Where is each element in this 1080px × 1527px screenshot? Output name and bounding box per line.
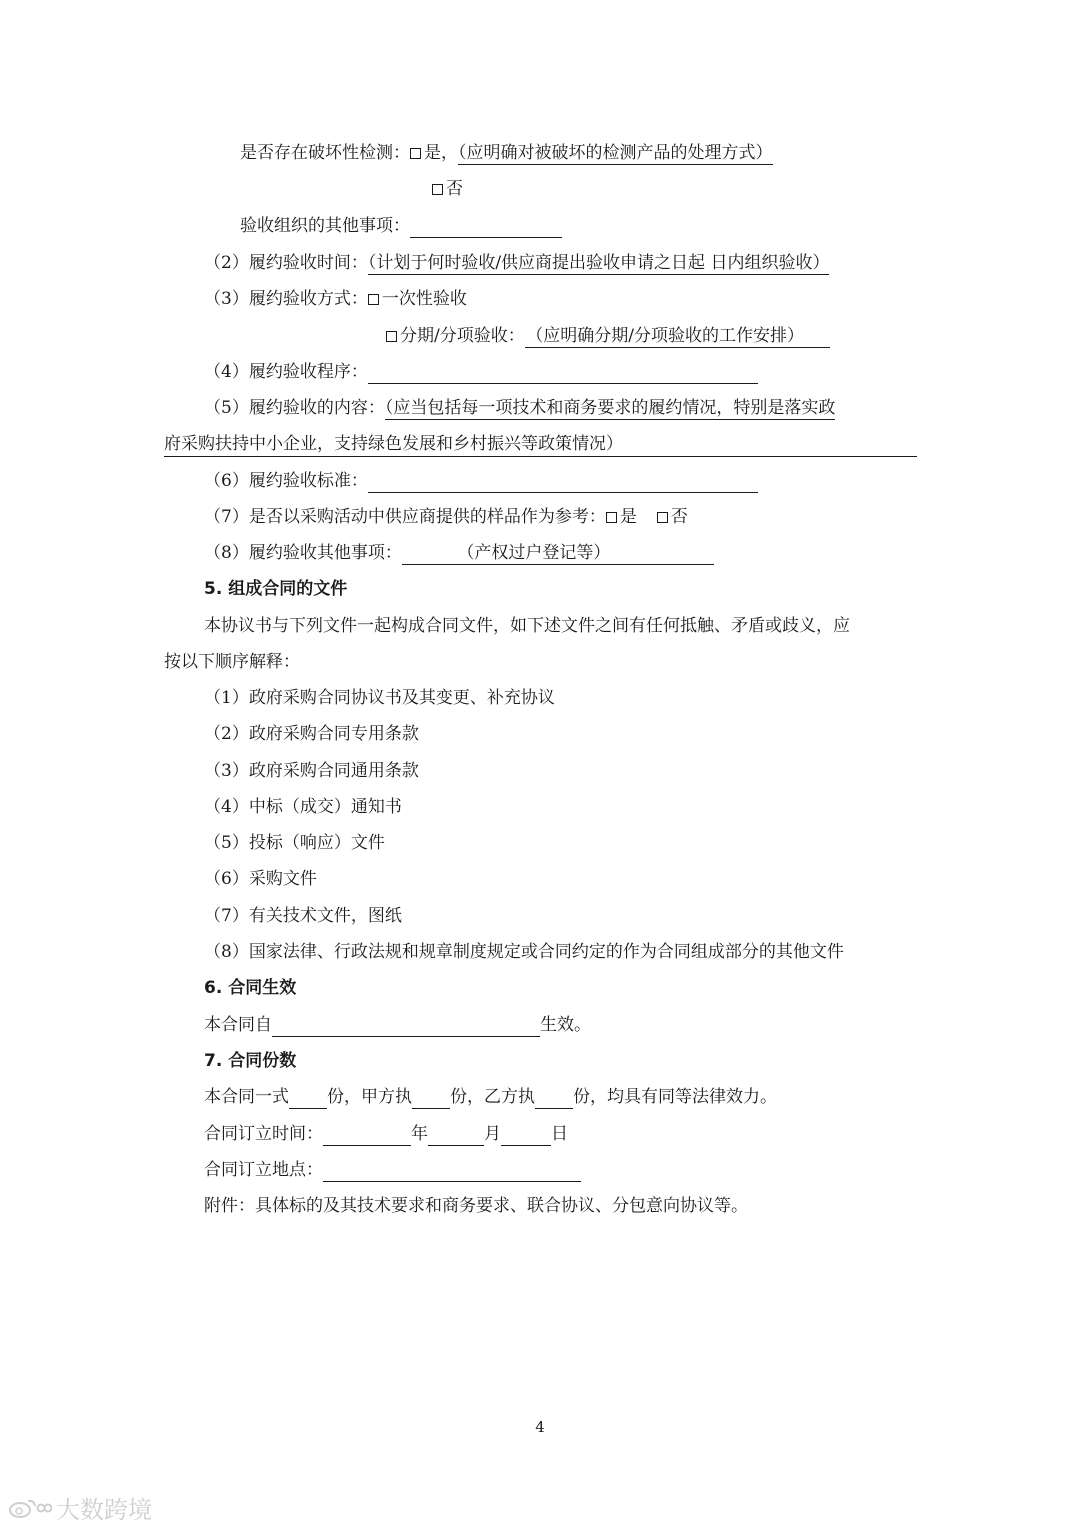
acceptance-content-line-2: [164, 432, 917, 457]
copies-party-b-blank[interactable]: [535, 1088, 573, 1109]
document-list-item: （2）政府采购合同专用条款: [204, 724, 419, 744]
acceptance-procedure-blank[interactable]: [368, 363, 758, 384]
acceptance-method-option-2-note: （应明确分期/分项验收的工作安排）: [525, 326, 830, 348]
acceptance-method-line: [204, 287, 467, 311]
section-7-heading: 7. 合同份数: [204, 1051, 297, 1071]
signed-year-blank[interactable]: [323, 1125, 411, 1146]
document-list-item: （3）政府采购合同通用条款: [204, 761, 419, 781]
destructive-test-label: 是否存在破坏性检测：: [240, 143, 410, 163]
checkbox-icon[interactable]: [386, 331, 397, 342]
acceptance-content-line: [204, 396, 835, 420]
section-5-heading: 5. 组成合同的文件: [204, 579, 348, 599]
acceptance-standard-line: [204, 469, 758, 493]
acceptance-content-note-1: （应当包括每一项技术和商务要求的履约情况，特别是落实政: [384, 398, 836, 418]
document-list-item: （1）政府采购合同协议书及其变更、补充协议: [204, 688, 555, 708]
document-list-item: （5）投标（响应）文件: [204, 833, 385, 853]
other-matters-blank[interactable]: [410, 217, 562, 238]
section-6-heading: 6. 合同生效: [204, 978, 297, 998]
sample-reference-line: [204, 505, 688, 529]
acceptance-content-note-2: 府采购扶持中小企业，支持绿色发展和乡村振兴等政策情况）: [164, 434, 623, 454]
document-list-item: （7）有关技术文件，图纸: [204, 906, 402, 926]
watermark: [8, 1490, 152, 1525]
signed-day-blank[interactable]: [501, 1125, 551, 1146]
signed-time-label: 合同订立时间：: [204, 1124, 323, 1144]
effective-date-blank[interactable]: [272, 1016, 540, 1037]
sample-reference-yes: 是: [619, 507, 637, 527]
copies-total-blank[interactable]: [289, 1088, 327, 1109]
checkbox-icon[interactable]: [657, 512, 668, 523]
acceptance-procedure-label: （4）履约验收程序：: [204, 362, 368, 382]
checkbox-icon[interactable]: [432, 184, 443, 195]
other-matters-label: 验收组织的其他事项：: [240, 216, 410, 236]
acceptance-procedure-line: [204, 360, 758, 384]
document-list-item: （6）采购文件: [204, 869, 317, 889]
acceptance-method-label: （3）履约验收方式：: [204, 289, 368, 309]
other-acceptance-note: （产权过户登记等）: [402, 543, 715, 565]
month-label: 月: [484, 1124, 501, 1144]
checkbox-icon[interactable]: [368, 294, 379, 305]
section-5-intro-2: 按以下顺序解释：: [164, 652, 300, 672]
signed-place-blank[interactable]: [323, 1161, 581, 1182]
destructive-test-line: [240, 141, 773, 165]
attachment-line: 附件：具体标的及其技术要求和商务要求、联合协议、分包意向协议等。: [204, 1196, 748, 1216]
acceptance-standard-label: （6）履约验收标准：: [204, 471, 368, 491]
day-label: 日: [551, 1124, 568, 1144]
acceptance-time-note: （计划于何时验收/供应商提出验收申请之日起 日内组织验收）: [367, 253, 830, 273]
other-matters-line: [240, 214, 562, 238]
acceptance-time-line: [204, 251, 829, 275]
effective-prefix: 本合同自: [204, 1015, 272, 1035]
checkbox-icon[interactable]: [410, 148, 421, 159]
acceptance-time-label: （2）履约验收时间：: [204, 253, 368, 273]
acceptance-method-option-1: 一次性验收: [381, 289, 467, 309]
sample-reference-no: 否: [670, 507, 688, 527]
destructive-yes-note: （应明确对被破坏的检测产品的处理方式）: [458, 143, 773, 163]
watermark-text: 大数跨境: [56, 1496, 152, 1524]
other-acceptance-label: （8）履约验收其他事项：: [204, 543, 402, 563]
copies-text-1: 本合同一式: [204, 1087, 289, 1107]
section-5-intro-1: 本协议书与下列文件一起构成合同文件，如下述文件之间有任何抵触、矛盾或歧义，应: [204, 616, 850, 636]
effective-suffix: 生效。: [540, 1015, 591, 1035]
destructive-no-label: 否: [446, 179, 463, 199]
copies-line: [204, 1085, 777, 1109]
signed-place-line: [204, 1158, 581, 1182]
destructive-no-line: [432, 177, 463, 201]
weibo-logo-icon: [8, 1496, 52, 1520]
document-list-item: （4）中标（成交）通知书: [204, 797, 402, 817]
acceptance-standard-blank[interactable]: [368, 472, 758, 493]
acceptance-content-label: （5）履约验收的内容：: [204, 398, 385, 418]
copies-party-a-blank[interactable]: [412, 1088, 450, 1109]
signed-month-blank[interactable]: [428, 1125, 484, 1146]
checkbox-icon[interactable]: [606, 512, 617, 523]
other-acceptance-line: [204, 541, 714, 565]
year-label: 年: [411, 1124, 428, 1144]
copies-text-3: 份，乙方执: [450, 1087, 535, 1107]
effective-line: [204, 1013, 591, 1037]
destructive-yes-label: 是，: [424, 143, 458, 163]
copies-text-2: 份，甲方执: [327, 1087, 412, 1107]
signed-time-line: [204, 1122, 568, 1146]
acceptance-method-line-2: [386, 324, 830, 348]
acceptance-method-option-2: 分期/分项验收：: [400, 326, 525, 346]
document-list-item: （8）国家法律、行政法规和规章制度规定或合同约定的作为合同组成部分的其他文件: [204, 942, 844, 962]
signed-place-label: 合同订立地点：: [204, 1160, 323, 1180]
copies-text-4: 份，均具有同等法律效力。: [573, 1087, 777, 1107]
page-number: 4: [535, 1418, 545, 1436]
sample-reference-label: （7）是否以采购活动中供应商提供的样品作为参考：: [204, 507, 606, 527]
